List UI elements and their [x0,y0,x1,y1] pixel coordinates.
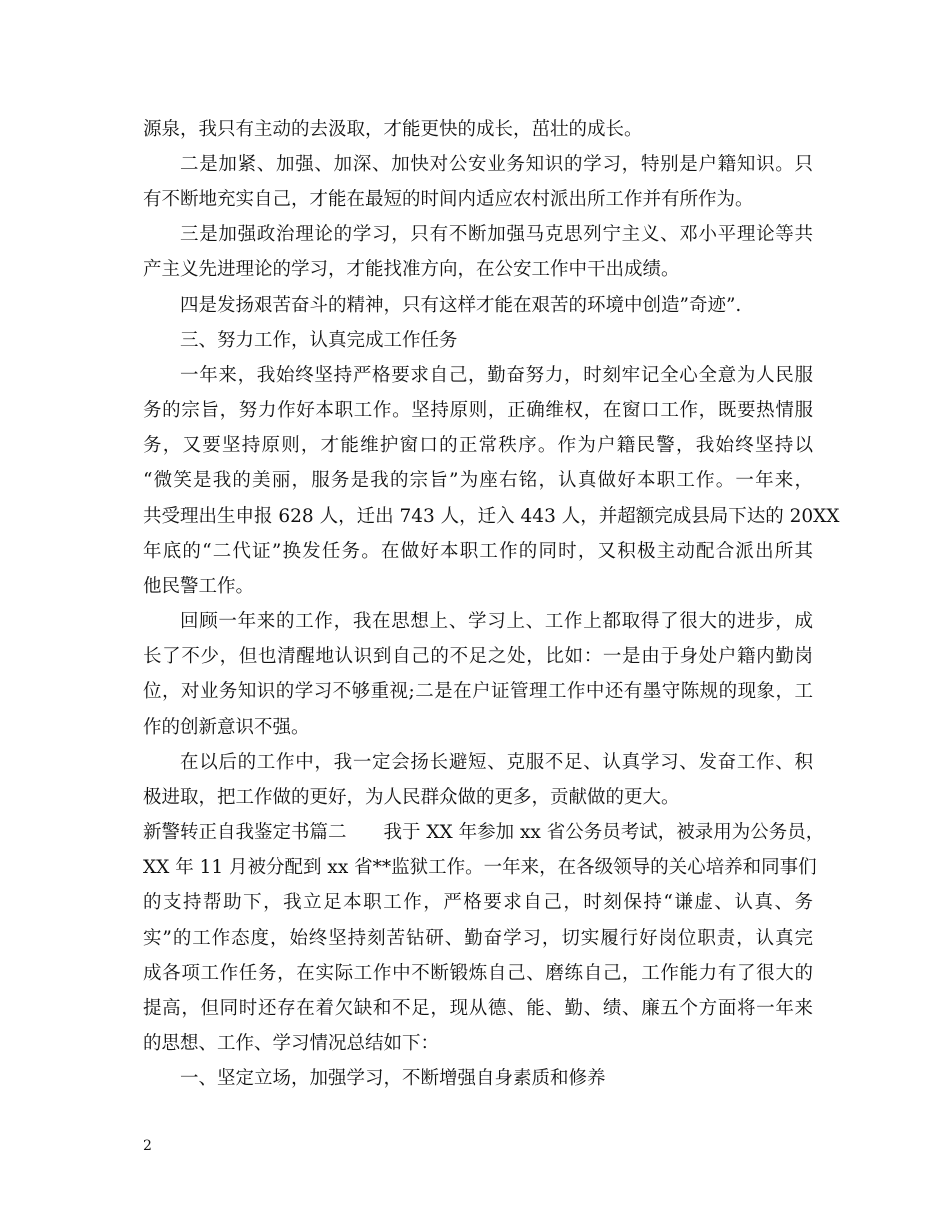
text-line: 长了不少，但也清醒地认识到自己的不足之处，比如：一是由于身处户籍内勤岗 [143,646,813,667]
text-line: 三是加强政治理论的学习，只有不断加强马克思列宁主义、邓小平理论等共 [180,224,813,245]
text-line: “微笑是我的美丽，服务是我的宗旨”为座右铭，认真做好本职工作。一年来， [143,470,813,491]
text-line: 共受理出生申报 628 人，迁出 743 人，迁入 443 人，并超额完成县局下达的 20XX [143,506,840,527]
page-number: 2 [143,1138,152,1154]
text-line: 成各项工作任务，在实际工作中不断锻炼自己、磨练自己，工作能力有了很大的 [143,963,813,984]
text-line: 位，对业务知识的学习不够重视;二是在户证管理工作中还有墨守陈规的现象，工 [143,681,813,702]
text-line: 的思想、工作、学习情况总结如下： [143,1033,440,1054]
text-line: 二是加紧、加强、加深、加快对公安业务知识的学习，特别是户籍知识。只 [180,154,813,175]
text-line: 务的宗旨，努力作好本职工作。坚持原则，正确维权，在窗口工作，既要热情服 [143,400,813,421]
text-line: 新警转正自我鉴定书篇二 我于 XX 年参加 xx 省公务员考试，被录用为公务员， [143,822,825,843]
section-heading: 三、努力工作，认真完成工作任务 [180,330,458,351]
text-line: 提高，但同时还存在着欠缺和不足，现从德、能、勤、绩、廉五个方面将一年来 [143,998,813,1019]
text-line: 源泉，我只有主动的去汲取，才能更快的成长，茁壮的成长。 [143,119,643,140]
text-line: 作的创新意识不强。 [143,717,310,738]
text-line: 的支持帮助下，我立足本职工作，严格要求自己，时刻保持“谦虚、认真、务 [143,892,813,913]
text-line: 在以后的工作中，我一定会扬长避短、克服不足、认真学习、发奋工作、积 [180,752,813,773]
text-line: 年底的“二代证”换发任务。在做好本职工作的同时，又积极主动配合派出所其 [143,541,813,562]
text-line: 回顾一年来的工作，我在思想上、学习上、工作上都取得了很大的进步，成 [180,611,813,632]
text-line: 产主义先进理论的学习，才能找准方向，在公安工作中干出成绩。 [143,259,680,280]
text-line: XX 年 11 月被分配到 xx 省**监狱工作。一年来，在各级领导的关心培养和同事们 [143,857,817,878]
text-line: 有不断地充实自己，才能在最短的时间内适应农村派出所工作并有所作为。 [143,189,754,210]
text-line: 务，又要坚持原则，才能维护窗口的正常秩序。作为户籍民警，我始终坚持以 [143,435,813,456]
text-line: 四是发扬艰苦奋斗的精神，只有这样才能在艰苦的环境中创造”奇迹”. [180,295,742,316]
text-line: 极进取，把工作做的更好，为人民群众做的更多，贡献做的更大。 [143,787,680,808]
section-heading: 一、坚定立场，加强学习，不断增强自身素质和修养 [180,1068,606,1089]
text-line: 他民警工作。 [143,576,255,597]
text-line: 实”的工作态度，始终坚持刻苦钻研、勤奋学习，切实履行好岗位职责，认真完 [143,928,813,949]
text-line: 一年来，我始终坚持严格要求自己，勤奋努力，时刻牢记全心全意为人民服 [180,365,813,386]
